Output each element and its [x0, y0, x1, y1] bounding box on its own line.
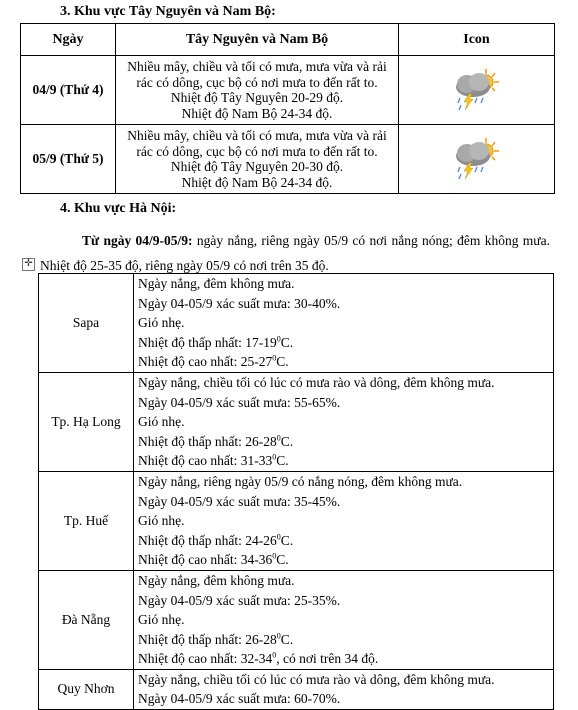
- forecast-line: Ngày nắng, chiều tối có lúc có mưa rào và dông, đêm không mưa.: [138, 671, 495, 687]
- unit: C.: [276, 354, 289, 370]
- header-icon: Icon: [399, 24, 555, 56]
- forecast-line: Ngày nắng, riêng ngày 05/9 có nắng nóng, đêm không mưa.: [138, 473, 463, 489]
- city-name: Đà Nẵng: [39, 570, 134, 669]
- degree-sup: 0: [272, 353, 277, 363]
- regional-forecast-table: [20, 23, 555, 194]
- thunderstorm-sun-icon: [452, 65, 502, 111]
- city-forecast: [134, 274, 554, 373]
- forecast-line: Ngày nắng, chiều tối có lúc có mưa rào và dông, đêm không mưa.: [138, 374, 495, 390]
- forecast-line: Gió nhẹ.: [138, 414, 185, 430]
- forecast-line: Ngày 04-05/9 xác suất mưa: 35-45%.: [138, 493, 341, 509]
- degree-sup: 0: [276, 532, 281, 542]
- unit: C.: [280, 334, 294, 350]
- min-temp: Nhiệt độ thấp nhất: 17-19: [138, 334, 277, 350]
- table-row: [39, 669, 554, 709]
- icon-cell: [399, 125, 555, 194]
- date-range: Từ ngày 04/9-05/9:: [82, 233, 193, 248]
- forecast-line: Gió nhẹ.: [138, 315, 185, 331]
- thunderstorm-sun-icon: [452, 134, 502, 180]
- description-cell: [116, 125, 399, 194]
- unit: C.: [280, 433, 294, 449]
- max-temp: Nhiệt độ cao nhất: 34-36: [138, 552, 273, 568]
- description-line: Nhiệt độ Nam Bộ 24-34 độ.: [181, 105, 333, 121]
- degree-sup: 0: [276, 631, 281, 641]
- table-row: [39, 274, 554, 373]
- city-forecast: [134, 372, 554, 471]
- table-move-handle-icon[interactable]: ✛: [22, 258, 35, 271]
- unit: C.: [280, 532, 294, 548]
- table-row: [39, 471, 554, 570]
- max-temp: Nhiệt độ cao nhất: 31-33: [138, 453, 273, 469]
- forecast-line: Ngày 04-05/9 xác suất mưa: 55-65%.: [138, 394, 341, 410]
- city-name: Quy Nhơn: [39, 669, 134, 709]
- min-temp: Nhiệt độ thấp nhất: 26-28: [138, 433, 277, 449]
- description-line: rác có dông, cục bộ có nơi mưa to đến rất to.: [136, 74, 378, 90]
- description-line: Nhiều mây, chiều và tối có mưa, mưa vừa và rải: [127, 128, 387, 143]
- table-row: [21, 125, 555, 194]
- forecast-line: Gió nhẹ.: [138, 513, 185, 529]
- city-name: Tp. Hạ Long: [39, 372, 134, 471]
- table-row: [39, 372, 554, 471]
- degree-sup: 0: [272, 551, 277, 561]
- forecast-line: [138, 352, 553, 372]
- section4-heading: 4. Khu vực Hà Nội:: [60, 201, 177, 216]
- forecast-line: [138, 630, 553, 650]
- table-row: [39, 570, 554, 669]
- description-line: Nhiệt độ Nam Bộ 24-34 độ.: [181, 174, 333, 190]
- section3-heading: 3. Khu vực Tây Nguyên và Nam Bộ:: [60, 4, 276, 19]
- header-region: Tây Nguyên và Nam Bộ: [116, 24, 399, 56]
- unit: C.: [276, 552, 289, 568]
- city-forecast: [134, 669, 554, 709]
- forecast-line: [138, 649, 553, 669]
- min-temp: Nhiệt độ thấp nhất: 26-28: [138, 631, 277, 647]
- description-line: Nhiệt độ Tây Nguyên 20-30 độ.: [170, 159, 344, 174]
- header-day: Ngày: [21, 24, 116, 56]
- city-forecast: [134, 471, 554, 570]
- forecast-line: Gió nhẹ.: [138, 612, 185, 628]
- degree-sup: 0: [272, 650, 277, 660]
- table-header-row: [21, 24, 555, 56]
- city-forecast: [134, 570, 554, 669]
- degree-sup: 0: [276, 433, 281, 443]
- description-line: rác có dông, cục bộ có nơi mưa to đến rất to.: [136, 143, 378, 159]
- forecast-line: [138, 451, 553, 471]
- forecast-line: [138, 531, 553, 551]
- forecast-line: [138, 550, 553, 570]
- forecast-line: Ngày 04-05/9 xác suất mưa: 60-70%.: [138, 691, 341, 707]
- max-temp: Nhiệt độ cao nhất: 32-34: [138, 651, 273, 667]
- city-name: Sapa: [39, 274, 134, 373]
- day-cell: 05/9 (Thứ 5): [21, 125, 116, 194]
- description-line: Nhiệt độ Tây Nguyên 20-29 độ.: [170, 90, 344, 105]
- forecast-line: Ngày nắng, đêm không mưa.: [138, 276, 295, 291]
- unit: C.: [276, 453, 289, 469]
- table-row: [21, 56, 555, 125]
- degree-sup: 0: [276, 334, 281, 344]
- hanoi-forecast-text: ngày nắng, riêng ngày 05/9 có nơi nắng nóng; đêm không mưa. Nhiệt độ 25-35 độ, riêng ngày 05/9 có nơi trên 35 độ.: [40, 233, 550, 273]
- description-cell: [116, 56, 399, 125]
- forecast-line: Ngày nắng, đêm không mưa.: [138, 572, 295, 588]
- hanoi-forecast-paragraph: [40, 228, 550, 278]
- city-forecast-table: [38, 273, 554, 710]
- city-name: Tp. Huế: [39, 471, 134, 570]
- min-temp: Nhiệt độ thấp nhất: 24-26: [138, 532, 277, 548]
- forecast-line: Ngày 04-05/9 xác suất mưa: 25-35%.: [138, 592, 341, 608]
- description-line: Nhiều mây, chiều và tối có mưa, mưa vừa và rải: [127, 59, 387, 74]
- degree-sup: 0: [272, 452, 277, 462]
- max-temp-note: , có nơi trên 34 độ.: [276, 651, 379, 667]
- icon-cell: [399, 56, 555, 125]
- unit: C.: [280, 631, 294, 647]
- forecast-line: Ngày 04-05/9 xác suất mưa: 30-40%.: [138, 295, 341, 311]
- forecast-line: [138, 432, 553, 452]
- max-temp: Nhiệt độ cao nhất: 25-27: [138, 354, 273, 370]
- forecast-line: [138, 333, 553, 353]
- day-cell: 04/9 (Thứ 4): [21, 56, 116, 125]
